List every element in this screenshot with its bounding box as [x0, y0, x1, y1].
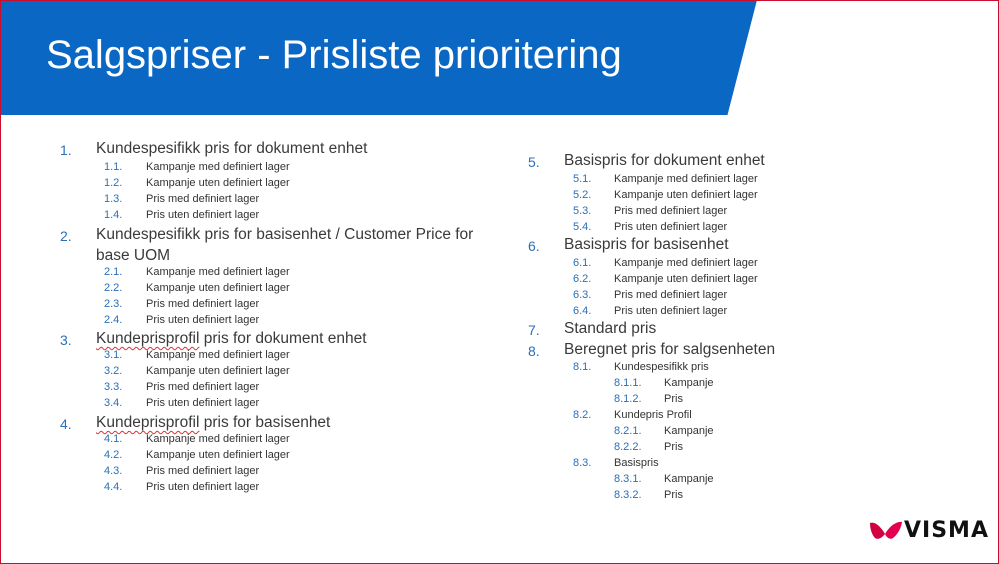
list-number: 2.2.: [104, 282, 123, 294]
list-label: Kampanje uten definiert lager: [146, 177, 290, 189]
list-number: 3.3.: [104, 381, 123, 393]
list-number: 8.3.2.: [614, 489, 642, 501]
list-label: Pris med definiert lager: [614, 289, 728, 301]
list-number: 6.1.: [573, 257, 592, 269]
list-number: 8.2.: [573, 409, 592, 421]
list-label-rest: pris for dokument enhet: [199, 330, 367, 347]
list-number: 5.3.: [573, 205, 592, 217]
list-label: Kampanje uten definiert lager: [146, 449, 290, 461]
list-number: 3.: [60, 332, 72, 348]
list-number: 8.1.: [573, 361, 592, 373]
list-label: Basispris: [614, 457, 659, 469]
list-number: 6.4.: [573, 305, 592, 317]
list-label: Pris med definiert lager: [146, 193, 260, 205]
list-number: 3.1.: [104, 349, 123, 361]
list-label: Pris med definiert lager: [614, 205, 728, 217]
list-label: Pris uten definiert lager: [146, 314, 260, 326]
list-label: Pris med definiert lager: [146, 465, 260, 477]
logo-wordmark: VISMA: [904, 518, 989, 543]
list-label: Beregnet pris for salgsenheten: [564, 341, 776, 358]
list-label: Kampanje: [664, 377, 714, 389]
list-number: 2.4.: [104, 314, 123, 326]
list-label: Pris uten definiert lager: [614, 305, 728, 317]
list-number: 2.3.: [104, 298, 123, 310]
list-label: Standard pris: [564, 320, 657, 337]
visma-swoosh-icon: [869, 517, 903, 543]
list-label: Basispris for dokument enhet: [564, 152, 765, 169]
list-number: 6.: [528, 238, 540, 254]
list-number: 1.4.: [104, 209, 123, 221]
list-number: 4.3.: [104, 465, 123, 477]
list-label: [96, 328, 367, 349]
spellcheck-word: Kundeprisprofil: [96, 414, 200, 431]
list-number: 5.1.: [573, 173, 592, 185]
list-number: 1.2.: [104, 177, 123, 189]
list-label: Pris uten definiert lager: [146, 209, 260, 221]
list-label: Kampanje med definiert lager: [614, 257, 758, 269]
list-label-rest: pris for basisenhet: [199, 414, 331, 431]
list-number: 8.: [528, 343, 540, 359]
list-label: Kampanje uten definiert lager: [614, 189, 758, 201]
list-label: Kampanje uten definiert lager: [146, 282, 290, 294]
list-number: 3.4.: [104, 397, 123, 409]
list-label-continued: base UOM: [96, 247, 171, 264]
list-number: 3.2.: [104, 365, 123, 377]
spellcheck-word: Kundeprisprofil: [96, 330, 200, 347]
list-number: 6.2.: [573, 273, 592, 285]
list-label: Kampanje: [664, 425, 714, 437]
list-label: Kampanje uten definiert lager: [614, 273, 758, 285]
list-label: Pris med definiert lager: [146, 298, 260, 310]
list-label: Pris uten definiert lager: [614, 221, 728, 233]
list-label: Pris: [664, 489, 683, 501]
list-label: Kundepris Profil: [614, 409, 692, 421]
list-label: Pris: [664, 441, 683, 453]
list-number: 1.: [60, 142, 72, 158]
visma-logo: [869, 517, 989, 543]
list-label: Kundespesifikk pris: [614, 361, 709, 373]
list-number: 6.3.: [573, 289, 592, 301]
list-number: 8.2.1.: [614, 425, 642, 437]
list-number: 8.3.1.: [614, 473, 642, 485]
list-label: [96, 412, 330, 433]
list-number: 8.2.2.: [614, 441, 642, 453]
slide-title: Salgspriser - Prisliste prioritering: [46, 33, 622, 77]
list-number: 4.: [60, 416, 72, 432]
list-label: Kampanje uten definiert lager: [146, 365, 290, 377]
list-label: Pris uten definiert lager: [146, 397, 260, 409]
list-label: Basispris for basisenhet: [564, 236, 729, 253]
list-label: Kampanje med definiert lager: [146, 433, 290, 445]
list-number: 1.1.: [104, 161, 123, 173]
list-number: 4.2.: [104, 449, 123, 461]
list-label: Kampanje med definiert lager: [146, 349, 290, 361]
list-number: 5.4.: [573, 221, 592, 233]
list-number: 8.1.2.: [614, 393, 642, 405]
list-label: Kampanje med definiert lager: [146, 161, 290, 173]
list-label: Kampanje: [664, 473, 714, 485]
list-number: 1.3.: [104, 193, 123, 205]
list-label: Pris med definiert lager: [146, 381, 260, 393]
list-label: Kampanje med definiert lager: [146, 266, 290, 278]
list-number: 4.4.: [104, 481, 123, 493]
list-number: 2.: [60, 228, 72, 244]
list-number: 8.1.1.: [614, 377, 642, 389]
list-number: 5.2.: [573, 189, 592, 201]
list-label: Kundespesifikk pris for dokument enhet: [96, 140, 368, 157]
list-number: 8.3.: [573, 457, 592, 469]
list-label: Pris: [664, 393, 683, 405]
list-label: Pris uten definiert lager: [146, 481, 260, 493]
list-number: 4.1.: [104, 433, 123, 445]
list-label: Kundespesifikk pris for basisenhet / Customer Price for: [96, 226, 474, 243]
list-number: 2.1.: [104, 266, 123, 278]
list-number: 5.: [528, 154, 540, 170]
list-number: 7.: [528, 322, 540, 338]
list-label: Kampanje med definiert lager: [614, 173, 758, 185]
